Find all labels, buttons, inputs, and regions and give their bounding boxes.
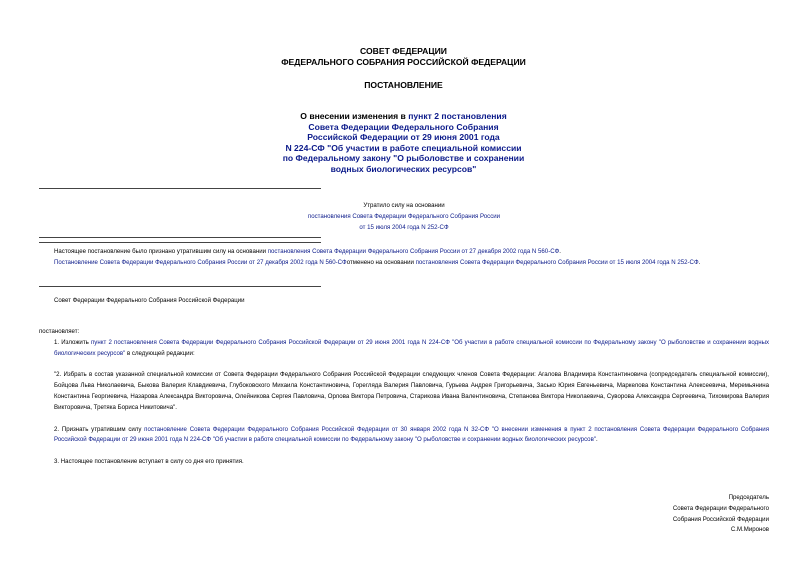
title-link-line[interactable]: по Федеральному закону "О рыболовстве и сохранении bbox=[282, 153, 525, 163]
item-2-num: 2. Признать утратившим силу bbox=[54, 425, 145, 433]
title-link-line[interactable]: пункт 2 постановления bbox=[408, 111, 507, 121]
divider bbox=[39, 188, 321, 189]
resolution-body bbox=[39, 327, 769, 468]
item-2-end: . bbox=[595, 436, 598, 444]
title-prefix: О внесении изменения в bbox=[300, 111, 409, 121]
signature-name: С.М.Миронов bbox=[730, 526, 769, 534]
note-2 bbox=[39, 258, 769, 269]
resolves-label: постановляет: bbox=[39, 328, 80, 335]
note-2-link-2[interactable]: постановления Совета Федерации Федерального Собрания России от 15 июля 2004 года N 252-СФ bbox=[415, 258, 699, 266]
signature-line-1: Председатель bbox=[728, 494, 769, 501]
signature-block bbox=[673, 493, 769, 536]
document-title bbox=[0, 111, 807, 174]
divider bbox=[39, 286, 321, 287]
note-1-link[interactable]: постановления Совета Федерации Федерального Собрания России от 27 декабря 2002 года N 560-СФ bbox=[267, 248, 560, 255]
item-1-num: 1. Изложить bbox=[54, 338, 91, 346]
title-link-line[interactable]: водных биологических ресурсов" bbox=[330, 163, 477, 174]
document-type: ПОСТАНОВЛЕНИЕ bbox=[364, 80, 443, 90]
org-line-2: ФЕДЕРАЛЬНОГО СОБРАНИЯ РОССИЙСКОЙ ФЕДЕРАЦИИ bbox=[281, 57, 526, 67]
divider bbox=[39, 242, 321, 243]
lost-force-link-date[interactable]: от 15 июля 2004 года N 252-СФ bbox=[359, 224, 449, 231]
item-1-end: в следующей редакции: bbox=[125, 349, 195, 357]
title-link-line[interactable]: Совета Федерации Федерального Собрания bbox=[308, 121, 499, 132]
council-text: Совет Федерации Федерального Собрания Российской Федерации bbox=[54, 297, 245, 304]
item-2 bbox=[39, 425, 769, 447]
lost-force-note bbox=[39, 200, 769, 233]
note-1-end: . bbox=[559, 248, 561, 255]
note-1-text: Настоящее постановление было признано утратившим силу на основании bbox=[54, 248, 268, 255]
council-name-heading bbox=[0, 46, 807, 68]
council-line bbox=[39, 296, 769, 307]
signature-line-3: Собрания Российской Федерации bbox=[672, 515, 769, 523]
note-2-text: отменено на основании bbox=[346, 258, 416, 266]
lost-force-line-1: Утратило силу на основании bbox=[363, 202, 445, 209]
title-link-line[interactable]: Российской Федерации от 29 июня 2001 года bbox=[307, 132, 500, 142]
item-1 bbox=[39, 338, 769, 360]
note-2-link-1[interactable]: Постановление Совета Федерации Федерального Собрания России от 27 декабря 2002 года N 560-СФ bbox=[54, 258, 347, 266]
item-1-quote: "2. Избрать в состав указанной специальной комиссии от Совета Федерации Федерального Собрания Российской Федерации следующих членов Совета Федерации: Агалова Владимира Константиновича (сопредседатель специальной комиссии), Бойцова Льва Николаевича, Быкова Валерия Клавдиевича, Глубоковского Михаила Константиновича, Горегляда Валерия Павловича, Гурьева Андрея Григорьевича, Засько Юрия Евгеньевича, Маркелова Константина Алексеевича, Меремьянина Константина Георгиевича, Назарова Александра Викторовича, Олейникова Сергея Павловича, Орлова Виктора Петровича, Старикова Ивана Валентиновича, Степанова Виктора Николаевича, Суворова Александра Сергеевича, Тихомирова Валерия Викторовича, Третяка Бориса Никитовича". bbox=[54, 371, 769, 411]
title-link-line[interactable]: N 224-СФ "Об участии в работе специальной комиссии bbox=[285, 142, 522, 153]
org-line-1: СОВЕТ ФЕДЕРАЦИИ bbox=[360, 46, 447, 56]
lost-force-link[interactable]: постановления Совета Федерации Федерального Собрания России bbox=[307, 213, 501, 220]
note-2-end: . bbox=[698, 258, 701, 266]
editorial-notes bbox=[39, 247, 769, 269]
divider bbox=[39, 237, 321, 238]
item-1-link[interactable]: пункт 2 постановления Совета Федерации Федерального Собрания Российской Федерации от 29 июня 2001 года N 224-СФ "Об участии в работе специальной комиссии по Федеральному закону "О рыболовстве и сохранении водных биологических ресурсов" bbox=[54, 338, 769, 357]
item-2-link[interactable]: постановление Совета Федерации Федерального Собрания Российской Федерации от 30 января 2002 года N 32-СФ "О внесении изменения в пункт 2 постановления Совета Федерации Федерального Собрания Российской Федерации от 29 июня 2001 года N 224-СФ "Об участии в работе специальной комиссии по Федеральному закону "О рыболовстве и сохранении водных биологических ресурсов" bbox=[54, 425, 769, 444]
item-3: 3. Настоящее постановление вступает в силу со дня его принятия. bbox=[54, 458, 244, 466]
note-1 bbox=[39, 247, 769, 258]
signature-line-2: Совета Федерации Федерального bbox=[672, 504, 769, 512]
